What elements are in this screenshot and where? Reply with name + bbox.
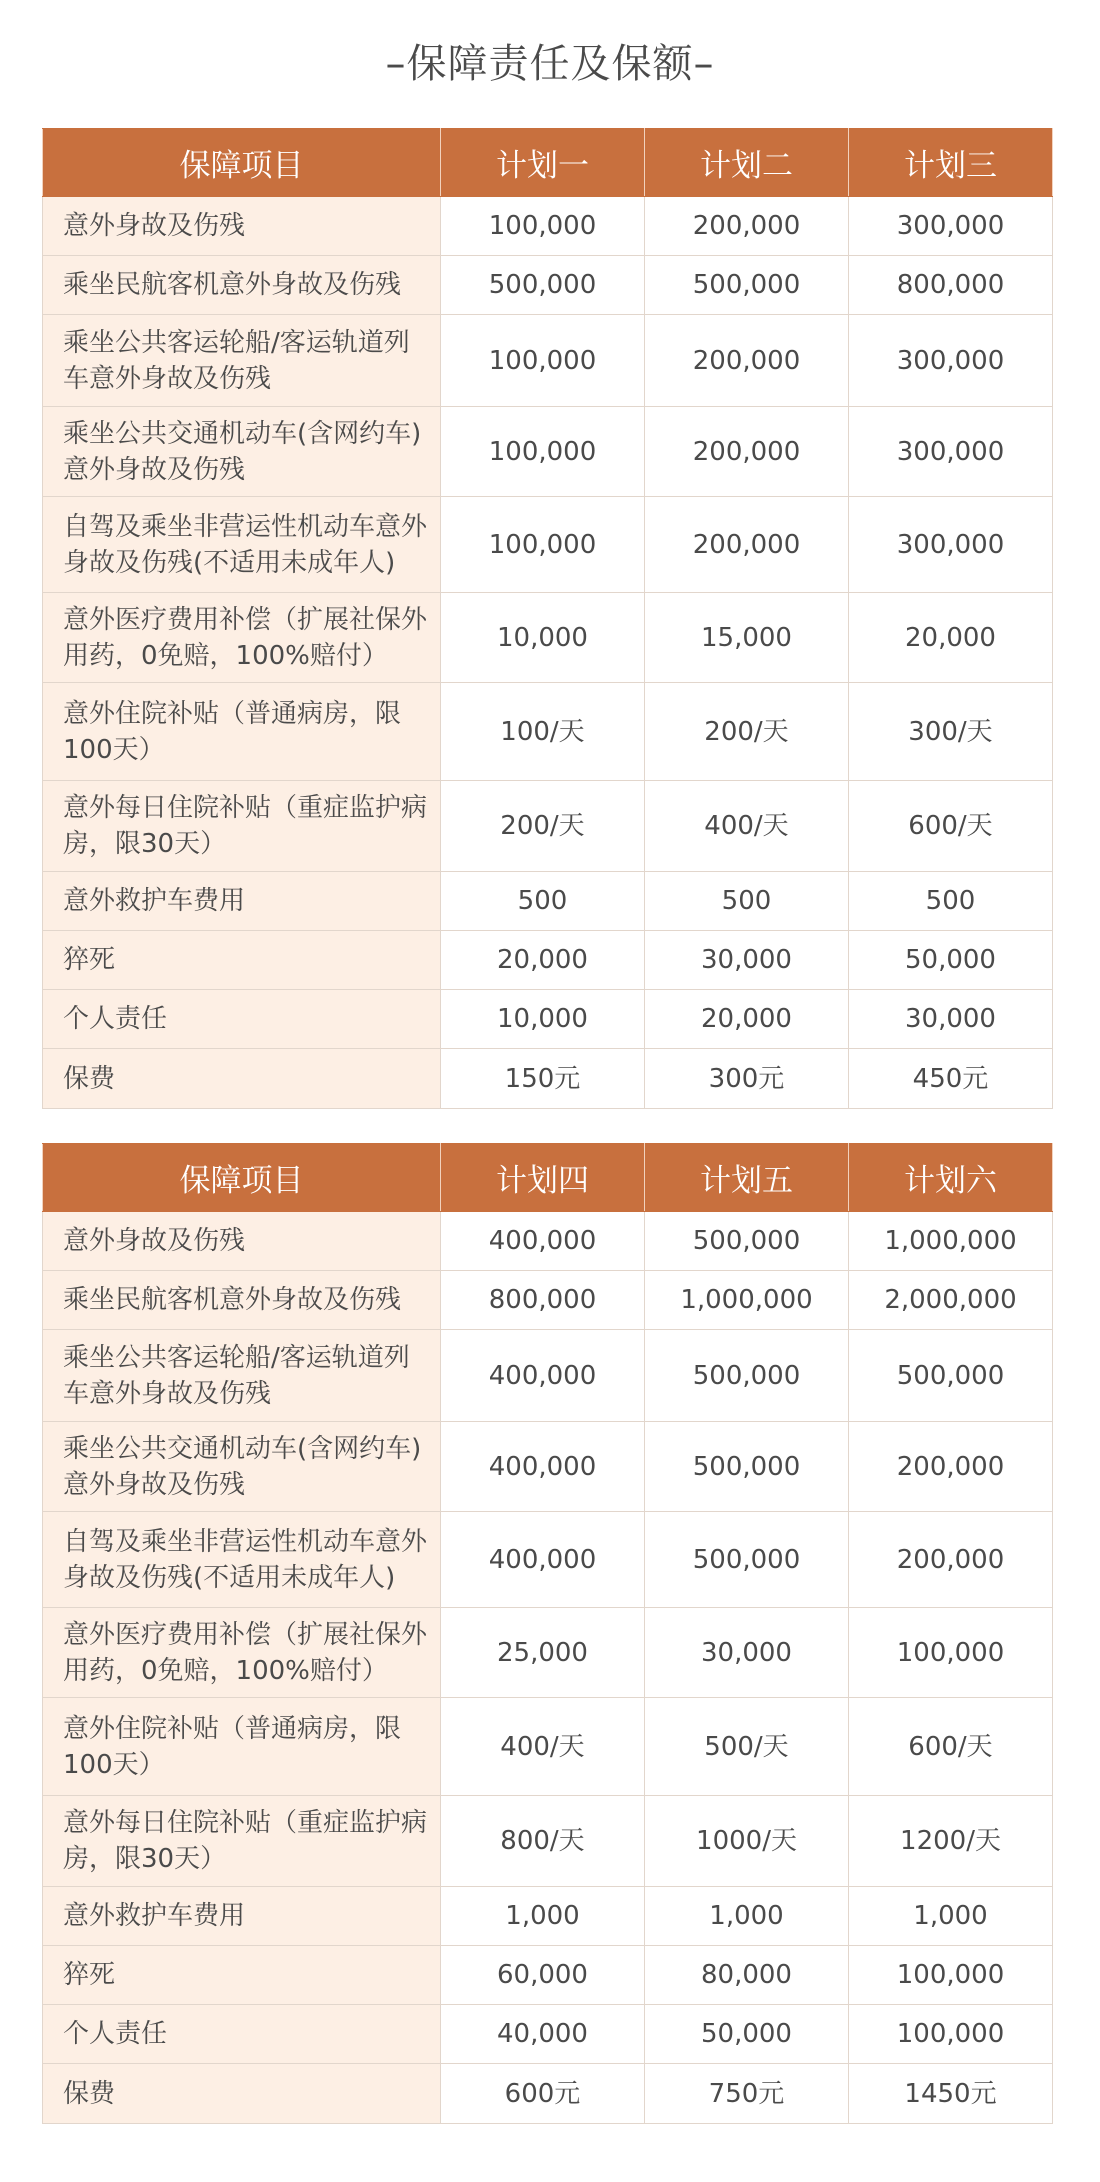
value-cell: 30,000 [849, 990, 1053, 1049]
value-cell: 300元 [645, 1049, 849, 1109]
table-row [43, 1698, 1053, 1796]
value-cell: 100,000 [849, 2005, 1053, 2064]
value-cell: 500,000 [441, 256, 645, 315]
value-cell: 1200/天 [849, 1796, 1053, 1887]
item-cell: 个人责任 [43, 2005, 441, 2064]
value-cell: 500,000 [645, 1422, 849, 1512]
value-cell: 200,000 [849, 1422, 1053, 1512]
value-cell: 200,000 [645, 197, 849, 256]
table-row [43, 593, 1053, 683]
value-cell: 100,000 [441, 407, 645, 497]
item-cell: 猝死 [43, 931, 441, 990]
coverage-table-plans-1-3 [42, 128, 1053, 1109]
value-cell: 80,000 [645, 1946, 849, 2005]
value-cell: 500 [645, 872, 849, 931]
value-cell: 200,000 [849, 1512, 1053, 1608]
value-cell: 500,000 [645, 256, 849, 315]
table-row [43, 990, 1053, 1049]
table-row [43, 1608, 1053, 1698]
value-cell: 200,000 [645, 497, 849, 593]
table-row [43, 407, 1053, 497]
table-row [43, 197, 1053, 256]
value-cell: 30,000 [645, 931, 849, 990]
value-cell: 150元 [441, 1049, 645, 1109]
value-cell: 10,000 [441, 593, 645, 683]
value-cell: 1,000,000 [849, 1212, 1053, 1271]
table-row [43, 683, 1053, 781]
table-row [43, 1212, 1053, 1271]
value-cell: 100,000 [441, 497, 645, 593]
value-cell: 600/天 [849, 1698, 1053, 1796]
item-cell: 自驾及乘坐非营运性机动车意外身故及伤残(不适用未成年人) [43, 497, 441, 593]
value-cell: 1000/天 [645, 1796, 849, 1887]
value-cell: 60,000 [441, 1946, 645, 2005]
value-cell: 300,000 [849, 197, 1053, 256]
item-cell: 乘坐民航客机意外身故及伤残 [43, 256, 441, 315]
item-cell: 自驾及乘坐非营运性机动车意外身故及伤残(不适用未成年人) [43, 1512, 441, 1608]
header-plan-5: 计划五 [645, 1144, 849, 1212]
item-cell: 乘坐公共客运轮船/客运轨道列车意外身故及伤残 [43, 315, 441, 407]
value-cell: 1450元 [849, 2064, 1053, 2124]
value-cell: 100/天 [441, 683, 645, 781]
value-cell: 500/天 [645, 1698, 849, 1796]
item-cell: 乘坐公共交通机动车(含网约车)意外身故及伤残 [43, 407, 441, 497]
table-row [43, 872, 1053, 931]
table-header-row [43, 129, 1053, 197]
item-cell: 意外住院补贴（普通病房，限100天） [43, 1698, 441, 1796]
value-cell: 300,000 [849, 315, 1053, 407]
value-cell: 750元 [645, 2064, 849, 2124]
table-row [43, 1049, 1053, 1109]
value-cell: 400/天 [441, 1698, 645, 1796]
table-row [43, 1796, 1053, 1887]
value-cell: 400,000 [441, 1512, 645, 1608]
value-cell: 400,000 [441, 1422, 645, 1512]
value-cell: 500 [849, 872, 1053, 931]
item-cell: 意外医疗费用补偿（扩展社保外用药，0免赔，100%赔付） [43, 1608, 441, 1698]
value-cell: 500,000 [849, 1330, 1053, 1422]
value-cell: 20,000 [849, 593, 1053, 683]
value-cell: 500 [441, 872, 645, 931]
value-cell: 30,000 [645, 1608, 849, 1698]
value-cell: 1,000 [645, 1887, 849, 1946]
item-cell: 意外医疗费用补偿（扩展社保外用药，0免赔，100%赔付） [43, 593, 441, 683]
value-cell: 25,000 [441, 1608, 645, 1698]
table-row [43, 256, 1053, 315]
value-cell: 500,000 [645, 1212, 849, 1271]
page-title: –保障责任及保额– [385, 41, 715, 87]
table-row [43, 1887, 1053, 1946]
table-row [43, 931, 1053, 990]
value-cell: 10,000 [441, 990, 645, 1049]
value-cell: 15,000 [645, 593, 849, 683]
item-cell: 意外每日住院补贴（重症监护病房，限30天） [43, 1796, 441, 1887]
header-item: 保障项目 [43, 129, 441, 197]
table-row [43, 1271, 1053, 1330]
value-cell: 600/天 [849, 781, 1053, 872]
table-row [43, 1330, 1053, 1422]
header-plan-4: 计划四 [441, 1144, 645, 1212]
value-cell: 100,000 [441, 197, 645, 256]
value-cell: 2,000,000 [849, 1271, 1053, 1330]
item-cell: 保费 [43, 1049, 441, 1109]
value-cell: 200,000 [645, 407, 849, 497]
value-cell: 500,000 [645, 1512, 849, 1608]
item-cell: 意外每日住院补贴（重症监护病房，限30天） [43, 781, 441, 872]
value-cell: 300,000 [849, 497, 1053, 593]
item-cell: 个人责任 [43, 990, 441, 1049]
header-plan-6: 计划六 [849, 1144, 1053, 1212]
table-row [43, 1512, 1053, 1608]
value-cell: 200/天 [441, 781, 645, 872]
header-plan-2: 计划二 [645, 129, 849, 197]
value-cell: 300,000 [849, 407, 1053, 497]
value-cell: 50,000 [849, 931, 1053, 990]
value-cell: 100,000 [849, 1946, 1053, 2005]
value-cell: 400,000 [441, 1212, 645, 1271]
value-cell: 200,000 [645, 315, 849, 407]
header-plan-1: 计划一 [441, 129, 645, 197]
table-row [43, 2005, 1053, 2064]
value-cell: 800,000 [849, 256, 1053, 315]
item-cell: 意外身故及伤残 [43, 197, 441, 256]
value-cell: 50,000 [645, 2005, 849, 2064]
value-cell: 200/天 [645, 683, 849, 781]
item-cell: 意外救护车费用 [43, 872, 441, 931]
value-cell: 1,000,000 [645, 1271, 849, 1330]
value-cell: 100,000 [849, 1608, 1053, 1698]
table-row [43, 2064, 1053, 2124]
table-row [43, 1422, 1053, 1512]
value-cell: 1,000 [849, 1887, 1053, 1946]
item-cell: 意外身故及伤残 [43, 1212, 441, 1271]
value-cell: 800/天 [441, 1796, 645, 1887]
value-cell: 1,000 [441, 1887, 645, 1946]
value-cell: 100,000 [441, 315, 645, 407]
coverage-table-plans-4-6 [42, 1143, 1053, 2124]
table-row [43, 1946, 1053, 2005]
value-cell: 500,000 [645, 1330, 849, 1422]
header-item: 保障项目 [43, 1144, 441, 1212]
value-cell: 40,000 [441, 2005, 645, 2064]
item-cell: 保费 [43, 2064, 441, 2124]
value-cell: 20,000 [441, 931, 645, 990]
item-cell: 意外救护车费用 [43, 1887, 441, 1946]
item-cell: 猝死 [43, 1946, 441, 2005]
value-cell: 300/天 [849, 683, 1053, 781]
value-cell: 400,000 [441, 1330, 645, 1422]
table-header-row [43, 1144, 1053, 1212]
item-cell: 乘坐公共交通机动车(含网约车)意外身故及伤残 [43, 1422, 441, 1512]
table-row [43, 315, 1053, 407]
value-cell: 600元 [441, 2064, 645, 2124]
item-cell: 乘坐民航客机意外身故及伤残 [43, 1271, 441, 1330]
table-row [43, 781, 1053, 872]
value-cell: 800,000 [441, 1271, 645, 1330]
value-cell: 400/天 [645, 781, 849, 872]
table-row [43, 497, 1053, 593]
item-cell: 意外住院补贴（普通病房，限100天） [43, 683, 441, 781]
value-cell: 20,000 [645, 990, 849, 1049]
value-cell: 450元 [849, 1049, 1053, 1109]
header-plan-3: 计划三 [849, 129, 1053, 197]
item-cell: 乘坐公共客运轮船/客运轨道列车意外身故及伤残 [43, 1330, 441, 1422]
